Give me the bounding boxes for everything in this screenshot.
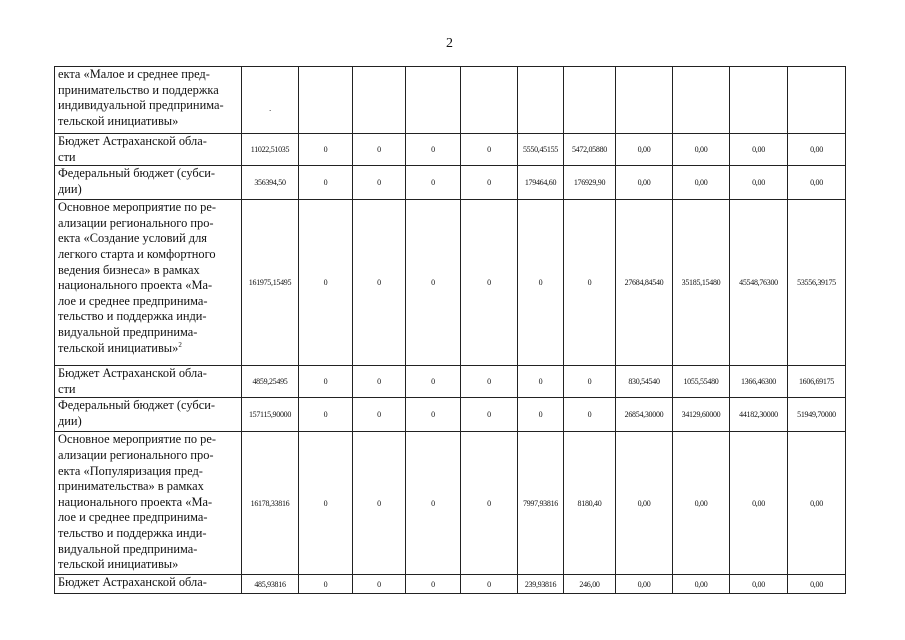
value-cell: 0	[353, 134, 406, 166]
value-cell: 5550,45155	[518, 134, 564, 166]
table-row	[55, 398, 846, 432]
description-line: национального проекта «Ма-	[58, 278, 213, 293]
value-cell	[461, 67, 518, 134]
value-cell: 0	[299, 366, 353, 398]
description-line: тельской инициативы»	[58, 557, 179, 572]
budget-table	[54, 66, 846, 594]
description-line: Федеральный бюджет (субси-	[58, 398, 215, 413]
description-line: ведения бизнеса» в рамках	[58, 262, 200, 277]
value-cell: 0	[406, 200, 461, 366]
row-description	[55, 398, 242, 432]
footnote-marker: 2	[178, 340, 182, 349]
value-cell: 1055,55480	[673, 366, 730, 398]
description-line: дии)	[58, 181, 82, 196]
value-cell: 0	[406, 166, 461, 200]
description-line: тельство и поддержка инди-	[58, 309, 207, 324]
value-cell: 485,93816	[242, 575, 299, 594]
value-cell: 176929,90	[564, 166, 616, 200]
value-cell: 0,00	[616, 134, 673, 166]
value-cell: 356394,50	[242, 166, 299, 200]
value-cell: 16178,33816	[242, 432, 299, 575]
value-cell: 179464,60	[518, 166, 564, 200]
description-line: дии)	[58, 413, 82, 428]
value-cell: 0	[461, 134, 518, 166]
row-description	[55, 166, 242, 200]
value-cell: 34129,60000	[673, 398, 730, 432]
description-line: национального проекта «Ма-	[58, 494, 213, 509]
value-cell: 246,00	[564, 575, 616, 594]
table-row	[55, 432, 846, 575]
description-line: Федеральный бюджет (субси-	[58, 166, 215, 181]
value-cell: 0	[299, 398, 353, 432]
value-cell: 5472,05880	[564, 134, 616, 166]
row-description	[55, 366, 242, 398]
value-cell	[406, 67, 461, 134]
value-cell: 0,00	[788, 575, 846, 594]
value-cell: 53556,39175	[788, 200, 846, 366]
value-cell	[564, 67, 616, 134]
value-cell: 239,93816	[518, 575, 564, 594]
value-cell: 0,00	[673, 166, 730, 200]
description-line: Бюджет Астраханской обла-	[58, 575, 207, 590]
value-cell: 0,00	[788, 134, 846, 166]
value-cell: 26854,30000	[616, 398, 673, 432]
value-cell: 0	[461, 575, 518, 594]
table-row	[55, 166, 846, 200]
value-cell: 0	[461, 398, 518, 432]
description-line: тельство и поддержка инди-	[58, 525, 207, 540]
value-cell	[353, 67, 406, 134]
value-cell	[673, 67, 730, 134]
value-cell: 0	[406, 398, 461, 432]
value-cell: 1366,46300	[730, 366, 788, 398]
value-cell: 35185,15480	[673, 200, 730, 366]
value-cell: 1606,69175	[788, 366, 846, 398]
value-cell: 0,00	[616, 166, 673, 200]
value-cell: 0	[406, 432, 461, 575]
value-cell: 27684,84540	[616, 200, 673, 366]
value-cell: 0	[518, 398, 564, 432]
value-cell: 0,00	[730, 134, 788, 166]
value-cell: 0	[353, 200, 406, 366]
value-cell: 7997,93816	[518, 432, 564, 575]
value-cell	[788, 67, 846, 134]
value-cell: 0	[299, 200, 353, 366]
description-line: видуальной предпринима-	[58, 324, 198, 339]
description-line: тельской инициативы»$^2$	[58, 340, 182, 355]
description-line: принимательство и поддержка	[58, 82, 219, 97]
value-cell: 0	[406, 366, 461, 398]
description-line: тельской инициативы»	[58, 113, 179, 128]
table-row	[55, 200, 846, 366]
value-cell: 0	[406, 134, 461, 166]
row-description	[55, 67, 242, 134]
value-cell: 0	[299, 575, 353, 594]
value-cell: 0	[299, 166, 353, 200]
description-line: видуальной предпринима-	[58, 541, 198, 556]
value-cell: 4859,25495	[242, 366, 299, 398]
value-cell: 0	[299, 134, 353, 166]
description-line: Основное мероприятие по ре-	[58, 432, 216, 447]
value-cell: 0,00	[788, 166, 846, 200]
value-cell: 0,00	[673, 432, 730, 575]
value-cell	[299, 67, 353, 134]
description-line: Бюджет Астраханской обла-	[58, 134, 207, 148]
row-description	[55, 134, 242, 166]
description-line: Основное мероприятие по ре-	[58, 200, 216, 215]
table-body	[55, 67, 846, 594]
value-cell: 0,00	[616, 432, 673, 575]
value-cell	[616, 67, 673, 134]
value-cell: 0	[353, 366, 406, 398]
value-cell: 0	[518, 366, 564, 398]
description-line: екта «Популяризация пред-	[58, 463, 203, 478]
value-cell: 830,54540	[616, 366, 673, 398]
value-cell: 0	[461, 366, 518, 398]
table-row	[55, 134, 846, 166]
value-cell: 0	[299, 432, 353, 575]
value-cell: 157115,90000	[242, 398, 299, 432]
value-cell: 0	[353, 575, 406, 594]
value-cell: 0	[564, 366, 616, 398]
value-cell: 8180,40	[564, 432, 616, 575]
value-cell: 0	[461, 166, 518, 200]
table-row	[55, 575, 846, 594]
value-cell: 0	[406, 575, 461, 594]
value-cell: .	[242, 75, 299, 142]
row-description	[55, 200, 242, 366]
value-cell: 51949,70000	[788, 398, 846, 432]
description-line: Бюджет Астраханской обла-	[58, 366, 207, 381]
value-cell: 0	[353, 432, 406, 575]
value-cell: 0,00	[730, 166, 788, 200]
value-cell	[518, 67, 564, 134]
description-line: ализации регионального про-	[58, 447, 214, 462]
description-line: сти	[58, 381, 76, 396]
value-cell: 0	[518, 200, 564, 366]
value-cell: 0	[353, 398, 406, 432]
value-cell: 0	[353, 166, 406, 200]
value-cell	[730, 67, 788, 134]
value-cell: 45548,76300	[730, 200, 788, 366]
value-cell: 0,00	[730, 432, 788, 575]
description-line: екта «Малое и среднее пред-	[58, 67, 210, 81]
value-cell: 0,00	[673, 575, 730, 594]
value-cell: 0,00	[730, 575, 788, 594]
value-cell: 0	[461, 200, 518, 366]
table-row	[55, 366, 846, 398]
value-cell: 44182,30000	[730, 398, 788, 432]
value-cell: 161975,15495	[242, 200, 299, 366]
row-description	[55, 432, 242, 575]
description-line: принимательства» в рамках	[58, 479, 204, 494]
value-cell: 11022,51035	[242, 134, 299, 166]
row-description	[55, 575, 242, 594]
value-cell: 0,00	[788, 432, 846, 575]
description-line: лое и среднее предпринима-	[58, 293, 208, 308]
value-cell: 0	[461, 432, 518, 575]
description-line: екта «Создание условий для	[58, 231, 207, 246]
description-line: легкого старта и комфортного	[58, 246, 216, 261]
value-cell: 0	[564, 200, 616, 366]
page-number: 2	[446, 36, 453, 51]
description-line: лое и среднее предпринима-	[58, 510, 208, 525]
value-cell: 0,00	[673, 134, 730, 166]
value-cell: 0	[564, 398, 616, 432]
description-line: ализации регионального про-	[58, 215, 214, 230]
value-cell: 0,00	[616, 575, 673, 594]
description-line: индивидуальной предпринима-	[58, 98, 224, 113]
description-line: сти	[58, 149, 76, 164]
table-row	[55, 67, 846, 134]
